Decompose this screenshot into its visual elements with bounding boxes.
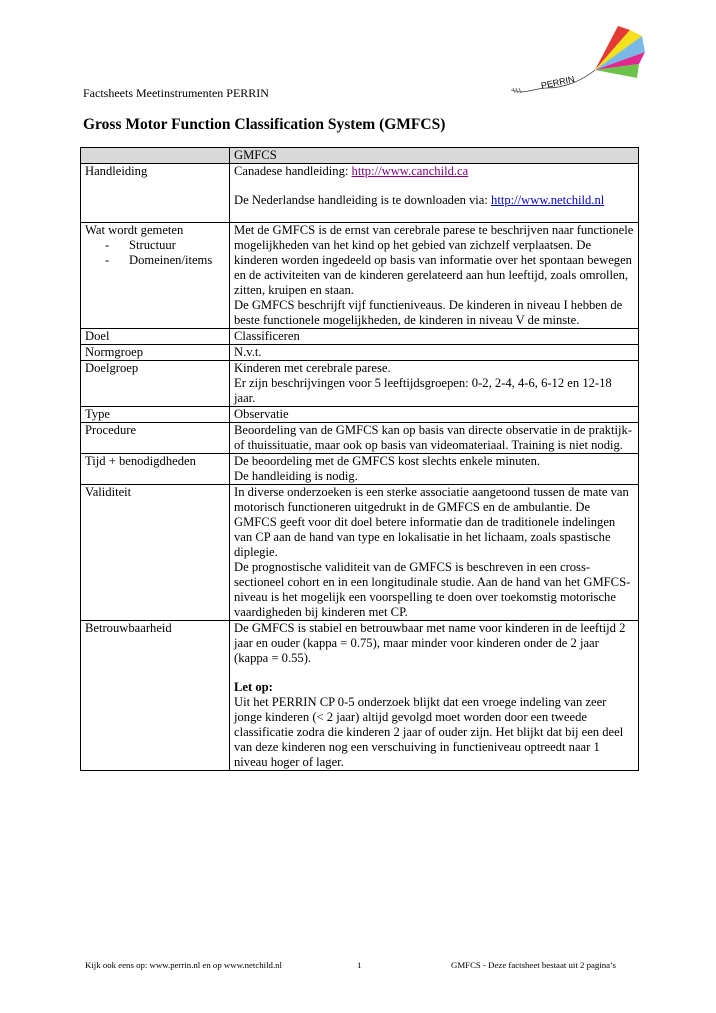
dash-bullet: - (105, 238, 110, 252)
handleiding-nl-text: De Nederlandse handleiding is te downloaden via: (234, 193, 492, 207)
handleiding-canada-text: Canadese handleiding: (234, 164, 352, 178)
row-label: Validiteit (81, 485, 230, 621)
page-number: 1 (357, 960, 362, 970)
paragraph: Kinderen met cerebrale parese. (234, 361, 391, 375)
table-row-procedure (81, 423, 639, 454)
table-row-doel (81, 329, 639, 345)
row-value: Beoordeling van de GMFCS kan op basis van directe observatie in de praktijk- of thuissituatie, maar ook op basis van videomateriaal. Training is niet nodig. (230, 423, 639, 454)
header-empty-cell (81, 148, 230, 164)
row-label (81, 223, 230, 329)
document-header: Factsheets Meetinstrumenten PERRIN (83, 86, 269, 100)
factsheet-table (80, 147, 639, 771)
row-value (230, 621, 639, 771)
label-main: Wat wordt gemeten (85, 223, 184, 237)
table-row-wat-wordt-gemeten (81, 223, 639, 329)
dash-bullet: - (105, 253, 110, 267)
paragraph: In diverse onderzoeken is een sterke associatie aangetoond tussen de mate van motorisch functioneren uitgedrukt in de GMFCS en de ambulantie. De GMFCS geeft voor dit doel betere informatie dan de traditionele indelingen van CP aan de hand van type en lokalisatie in het lichaam, zoals spastische diplegie. (234, 485, 629, 559)
table-row-validiteit (81, 485, 639, 621)
row-value: Classificeren (230, 329, 639, 345)
page-title: Gross Motor Function Classification System (GMFCS) (83, 116, 446, 133)
sub-item-label: Structuur (129, 238, 176, 252)
footer-links-text: Kijk ook eens op: www.perrin.nl en op www.netchild.nl (85, 960, 282, 970)
header-instrument-cell: GMFCS (230, 148, 639, 164)
table-row-handleiding (81, 164, 639, 223)
paragraph: De GMFCS beschrijft vijf functieniveaus. De kinderen in niveau I hebben de beste functionele mogelijkheden, de kinderen in niveau V de minste. (234, 298, 623, 327)
row-label: Procedure (81, 423, 230, 454)
table-row-type (81, 407, 639, 423)
row-value: Observatie (230, 407, 639, 423)
table-row-tijd (81, 454, 639, 485)
paragraph: De handleiding is nodig. (234, 469, 358, 483)
row-value (230, 485, 639, 621)
spacer (234, 179, 635, 193)
row-label: Type (81, 407, 230, 423)
footer-page-count: GMFCS - Deze factsheet bestaat uit 2 pagina’s (451, 960, 616, 970)
row-label: Doelgroep (81, 361, 230, 407)
row-label: Tijd + benodigdheden (81, 454, 230, 485)
row-label: Normgroep (81, 345, 230, 361)
paragraph: De beoordeling met de GMFCS kost slechts enkele minuten. (234, 454, 541, 468)
row-label: Doel (81, 329, 230, 345)
spacer (234, 666, 635, 680)
canchild-link[interactable]: http://www.canchild.ca (351, 164, 469, 178)
row-value (230, 454, 639, 485)
paragraph: De prognostische validiteit van de GMFCS is beschreven in een cross-sectioneel cohort en in een longitudinale studie. Aan de hand van het GMFCS-niveau is het mogelijk een voorspelling te doen over toekomstig motorische vaardigheden bij kinderen met CP. (234, 560, 631, 619)
sub-item-label: Domeinen/items (129, 253, 213, 267)
kite-tail-icon (511, 88, 521, 93)
spacer (234, 208, 635, 222)
table-row-doelgroep (81, 361, 639, 407)
paragraph: Er zijn beschrijvingen voor 5 leeftijdsgroepen: 0-2, 2-4, 4-6, 6-12 en 12-18 jaar. (234, 376, 612, 405)
paragraph: Met de GMFCS is de ernst van cerebrale parese te beschrijven naar functionele mogelijkheden van het kind op het gebied van zichzelf verplaatsen. De kinderen worden ingedeeld op basis van informatie over het spontaan bewegen en de activiteiten van de kinderen gerelateerd aan hun leeftijd, zoals omrollen, zitten, kruipen en staan. (234, 223, 634, 297)
row-label: Handleiding (81, 164, 230, 223)
paragraph: De GMFCS is stabiel en betrouwbaar met name voor kinderen in de leeftijd 2 jaar en ouder (kappa = 0.75), maar minder voor kinderen onder de 2 jaar (kappa = 0.55). (234, 621, 626, 665)
handleiding-line-2 (234, 193, 635, 208)
handleiding-line-1 (234, 164, 635, 179)
note-heading: Let op: (234, 680, 273, 694)
logo-text: PERRIN (540, 73, 576, 91)
sub-item (85, 238, 226, 253)
row-value (230, 361, 639, 407)
row-label: Betrouwbaarheid (81, 621, 230, 771)
table-header-row (81, 148, 639, 164)
sub-item (85, 253, 226, 268)
note-paragraph: Uit het PERRIN CP 0-5 onderzoek blijkt dat een vroege indeling van zeer jonge kinderen (< 2 jaar) altijd gevolgd moet worden door een tweede classificatie zodra die kinderen 2 jaar of ouder zijn. Het blijkt dat bij een deel van deze kinderen nog een verschuiving in functieniveau optreedt naar 1 niveau hoger of lager. (234, 695, 624, 769)
table-row-betrouwbaarheid (81, 621, 639, 771)
row-value (230, 223, 639, 329)
table-row-normgroep (81, 345, 639, 361)
row-value: N.v.t. (230, 345, 639, 361)
netchild-link[interactable]: http://www.netchild.nl (491, 193, 605, 207)
row-value (230, 164, 639, 223)
perrin-kite-logo (505, 22, 645, 122)
